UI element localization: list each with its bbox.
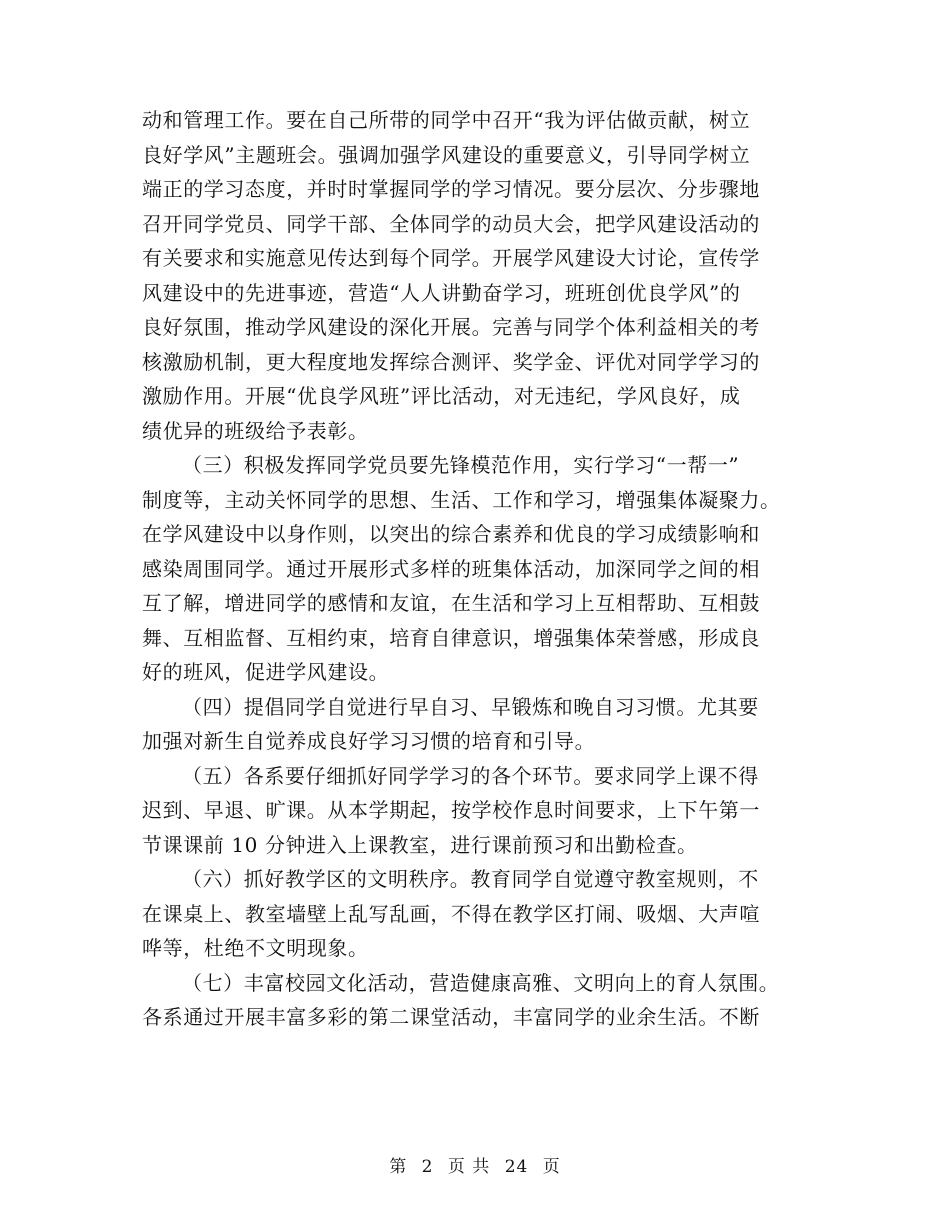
text-line: 感染周围同学。通过开展形式多样的班集体活动，加深同学之间的相 <box>142 556 760 581</box>
text-line: （五）各系要仔细抓好同学学习的各个环节。要求同学上课不得 <box>182 763 759 788</box>
text-line: 有关要求和实施意见传达到每个同学。开展学风建设大讨论，宣传学 <box>142 246 760 270</box>
document-body <box>142 103 808 1035</box>
text-line: 端正的学习态度，并时时掌握同学的学习情况。要分层次、分步骤地 <box>142 177 760 201</box>
text-line: 动和管理工作。要在自己所带的同学中召开“我为评估做贡献，树立 <box>142 108 751 132</box>
text-line: 各系通过开展丰富多彩的第二课堂活动，丰富同学的业余生活。不断 <box>142 1005 760 1029</box>
footer-prefix: 第 <box>389 1157 408 1177</box>
text-line: 哗等，杜绝不文明现象。 <box>142 936 369 960</box>
text-line: 良好氛围，推动学风建设的深化开展。完善与同学个体利益相关的考 <box>142 315 760 339</box>
text-line: 好的班风，促进学风建设。 <box>142 660 390 684</box>
text-line: 激励作用。开展“优良学风班”评比活动，对无违纪，学风良好，成 <box>142 384 741 408</box>
text-line: 核激励机制，更大程度地发挥综合测评、奖学金、评优对同学学习的 <box>142 349 760 374</box>
footer-suffix: 页 <box>542 1157 561 1177</box>
text-line: （三）积极发挥同学党员要先锋模范作用，实行学习“一帮一” <box>182 453 740 477</box>
text-line: 召开同学党员、同学干部、全体同学的动员大会，把学风建设活动的 <box>142 211 760 236</box>
text-line: 良好学风”主题班会。强调加强学风建设的重要意义，引导同学树立 <box>142 142 751 167</box>
text-line: 绩优异的班级给予表彰。 <box>142 418 369 443</box>
page-number: 2 <box>421 1157 434 1177</box>
text-line: 在课桌上、教室墙壁上乱写乱画，不得在教学区打闹、吸烟、大声喧 <box>142 901 760 926</box>
page-footer <box>0 1152 950 1177</box>
page-total: 24 <box>504 1157 529 1177</box>
footer-middle: 页 共 <box>447 1157 491 1177</box>
text-line: 风建设中的先进事迹，营造“人人讲勤奋学习，班班创优良学风”的 <box>142 280 741 305</box>
text-line: 舞、互相监督、互相约束，培育自律意识，增强集体荣誉感，形成良 <box>142 625 760 650</box>
text-line: 互了解，增进同学的感情和友谊，在生活和学习上互相帮助、互相鼓 <box>142 591 760 615</box>
text-line: 在学风建设中以身作则，以突出的综合素养和优良的学习成绩影响和 <box>142 522 760 546</box>
text-line: 制度等，主动关怀同学的思想、生活、工作和学习，增强集体凝聚力。 <box>142 487 781 512</box>
text-line: （六）抓好教学区的文明秩序。教育同学自觉遵守教室规则，不 <box>182 867 759 891</box>
text-line: （四）提倡同学自觉进行早自习、早锻炼和晚自习习惯。尤其要 <box>182 694 759 719</box>
text-line: （七）丰富校园文化活动，营造健康高雅、文明向上的育人氛围。 <box>182 970 780 995</box>
text-line: 加强对新生自觉养成良好学习习惯的培育和引导。 <box>142 729 596 753</box>
text-line: 节课课前 10 分钟进入上课教室，进行课前预习和出勤检查。 <box>142 832 698 857</box>
text-line: 迟到、早退、旷课。从本学期起，按学校作息时间要求，上下午第一 <box>142 798 760 822</box>
